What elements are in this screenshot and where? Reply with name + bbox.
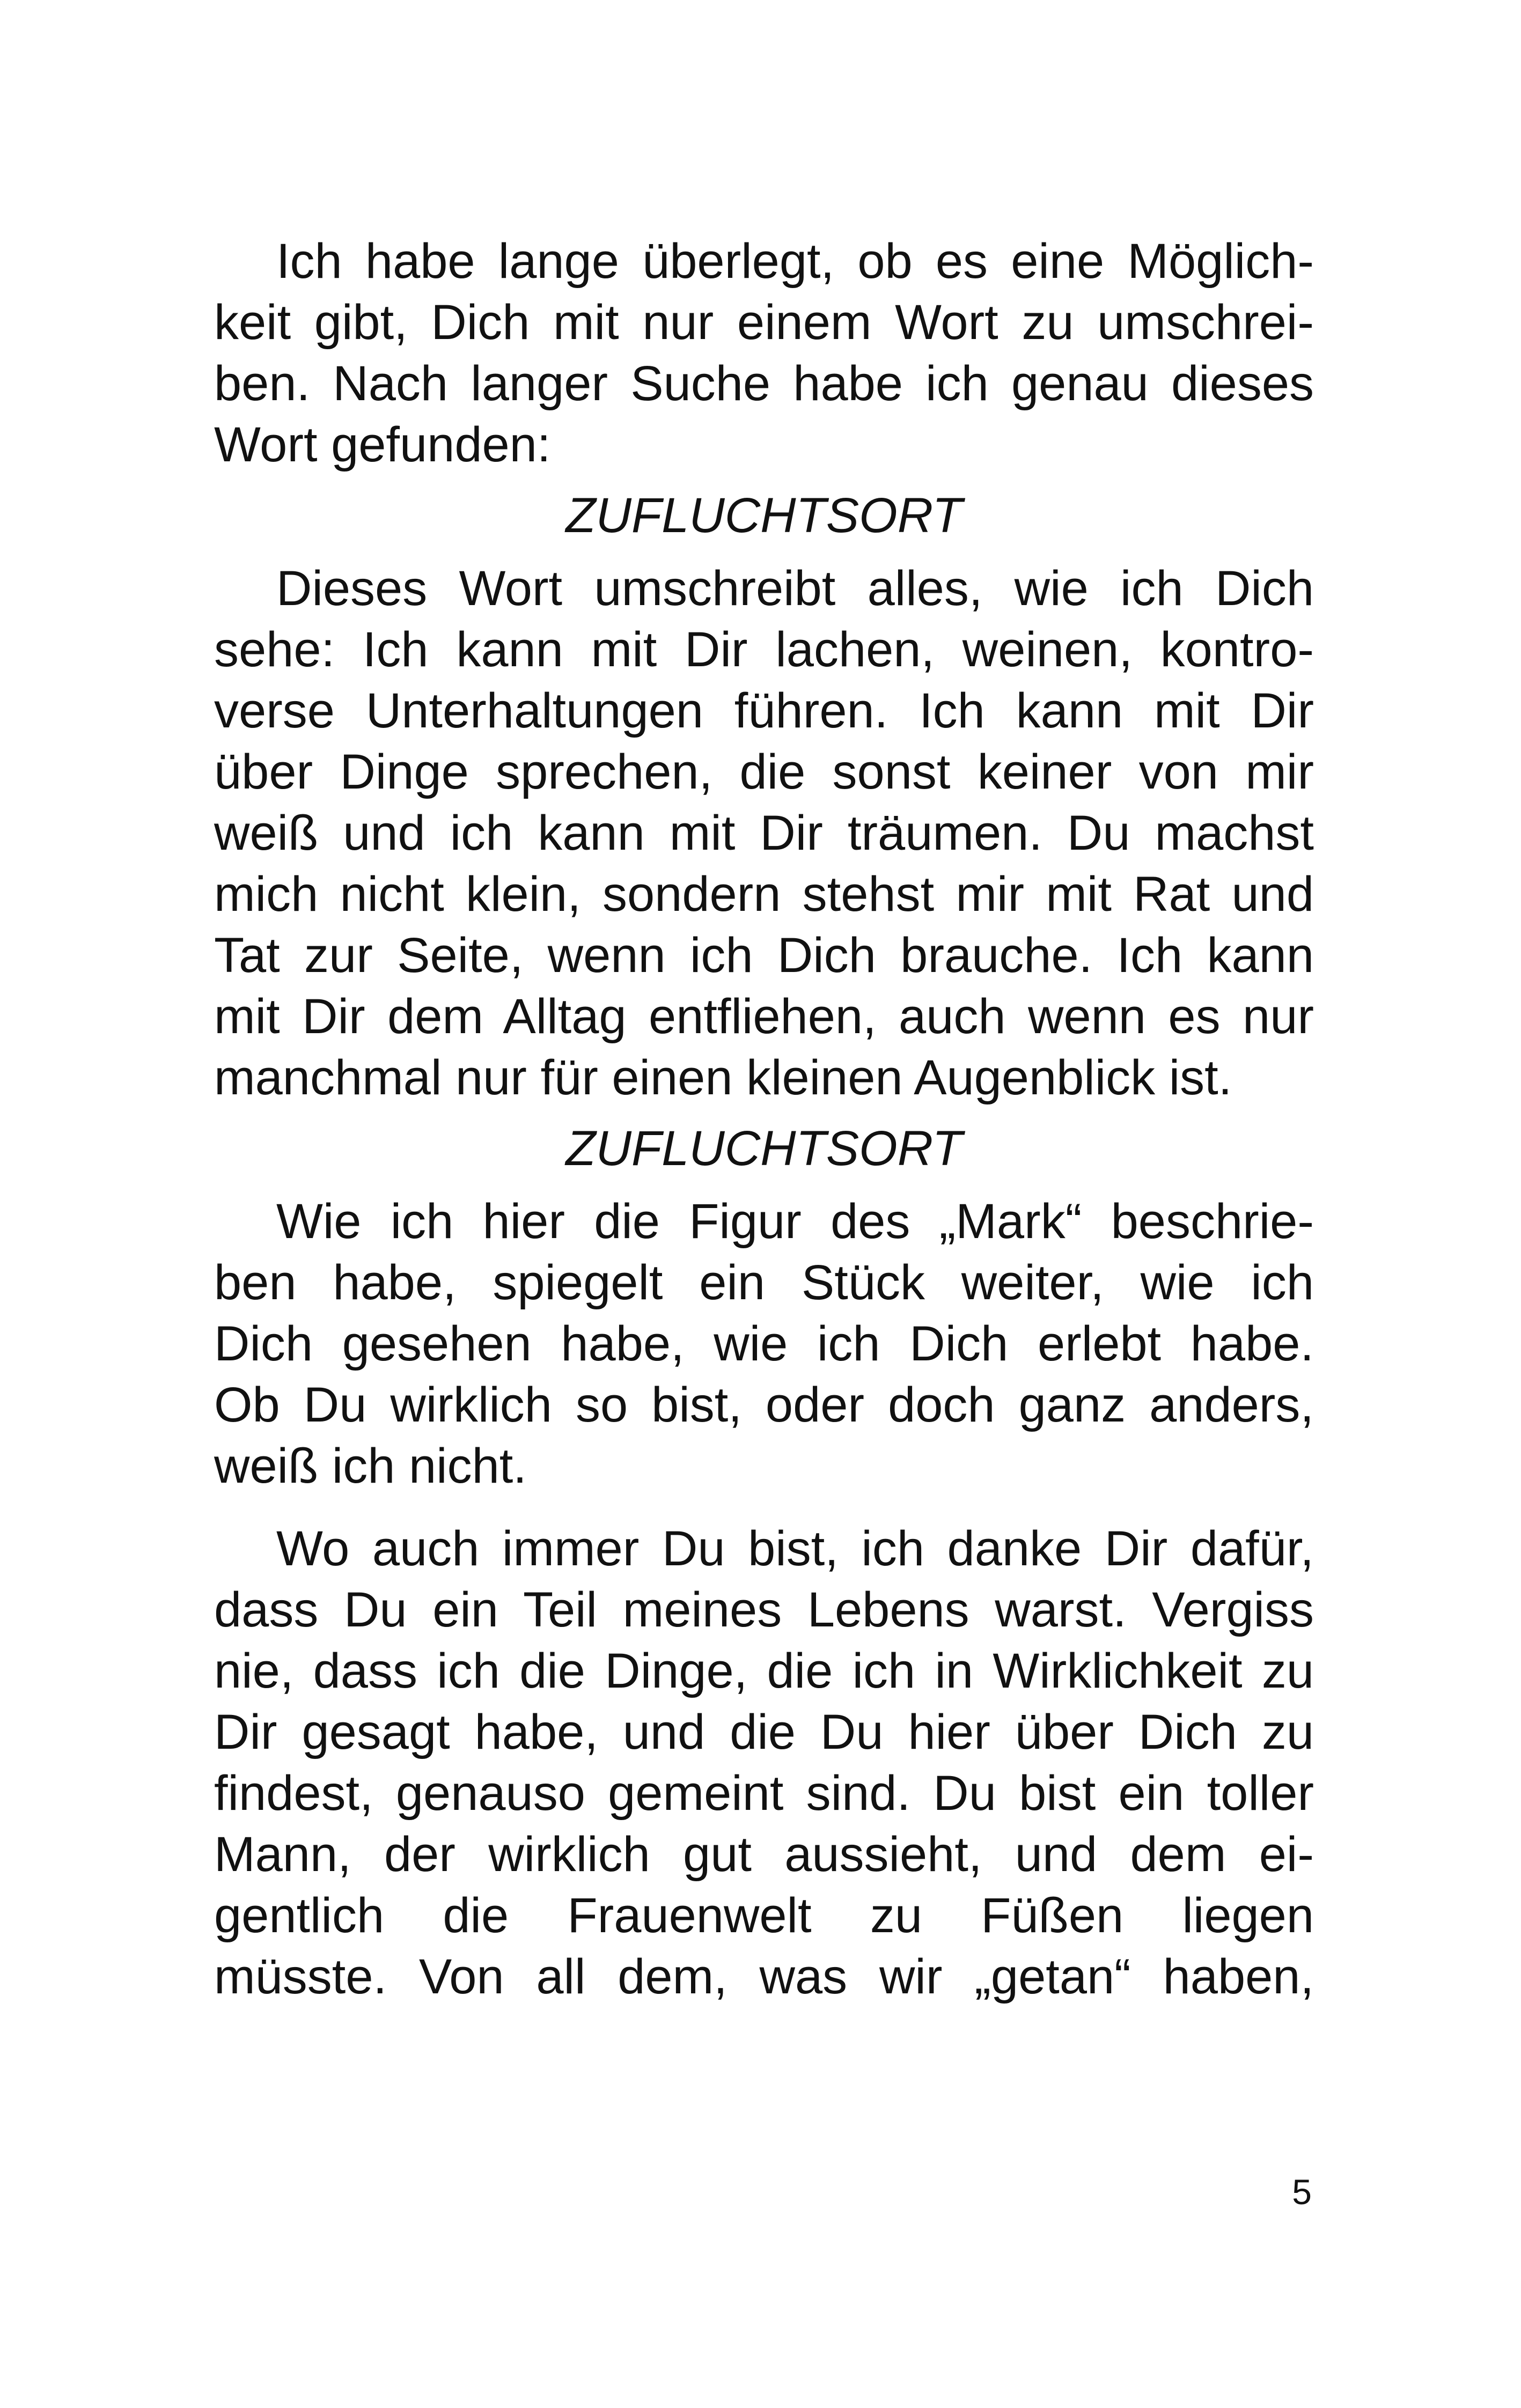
text-line: weiß und ich kann mit Dir träumen. Du machst (214, 806, 1314, 860)
text-line: Dieses Wort umschreibt alles, wie ich Dich (276, 561, 1314, 616)
text-line: Dir gesagt habe, und die Du hier über Dich zu (214, 1705, 1314, 1759)
text-line: Tat zur Seite, wenn ich Dich brauche. Ich kann (214, 928, 1314, 983)
text-line: ben. Nach langer Suche habe ich genau dieses (214, 356, 1314, 411)
text-line: nie, dass ich die Dinge, die ich in Wirklichkeit zu (214, 1644, 1314, 1698)
paragraph-spacer (214, 1497, 1314, 1518)
paragraph-4 (214, 1518, 1314, 2007)
text-line: keit gibt, Dich mit nur einem Wort zu umschrei- (214, 295, 1314, 350)
section-heading: ZUFLUCHTSORT (565, 488, 962, 543)
text-line: dass Du ein Teil meines Lebens warst. Vergiss (214, 1582, 1314, 1637)
section-heading: ZUFLUCHTSORT (565, 1121, 962, 1176)
text-line: Dich gesehen habe, wie ich Dich erlebt habe. (214, 1316, 1314, 1371)
text-line: Ich habe lange überlegt, ob es eine Möglich- (276, 234, 1314, 289)
paragraph-2 (214, 558, 1314, 1108)
text-line: über Dinge sprechen, die sonst keiner von mir (214, 745, 1314, 799)
paragraph-3 (214, 1191, 1314, 1497)
text-line: sehe: Ich kann mit Dir lachen, weinen, kontro- (214, 622, 1314, 677)
text-line: manchmal nur für einen kleinen Augenblick ist. (214, 1050, 1232, 1105)
page-number: 5 (1292, 2172, 1312, 2212)
text-line: weiß ich nicht. (214, 1439, 527, 1493)
text-line: Mann, der wirklich gut aussieht, und dem ei- (214, 1827, 1314, 1882)
text-line: verse Unterhaltungen führen. Ich kann mit Dir (214, 683, 1314, 738)
paragraph-1 (214, 231, 1314, 475)
text-line: Wort gefunden: (214, 417, 551, 472)
text-line: gentlich die Frauenwelt zu Füßen liegen (214, 1888, 1314, 1943)
text-line: mit Dir dem Alltag entfliehen, auch wenn es nur (214, 989, 1314, 1044)
page-body (214, 231, 1314, 2007)
text-line: Wo auch immer Du bist, ich danke Dir dafür, (276, 1521, 1314, 1576)
text-line: findest, genauso gemeint sind. Du bist ein toller (214, 1766, 1314, 1821)
text-line: mich nicht klein, sondern stehst mir mit Rat und (214, 867, 1314, 922)
text-line: Wie ich hier die Figur des „Mark“ beschrie- (276, 1194, 1314, 1249)
text-line: ben habe, spiegelt ein Stück weiter, wie ich (214, 1255, 1314, 1310)
text-line: müsste. Von all dem, was wir „getan“ haben, (214, 1949, 1314, 2004)
text-line: Ob Du wirklich so bist, oder doch ganz anders, (214, 1378, 1314, 1432)
